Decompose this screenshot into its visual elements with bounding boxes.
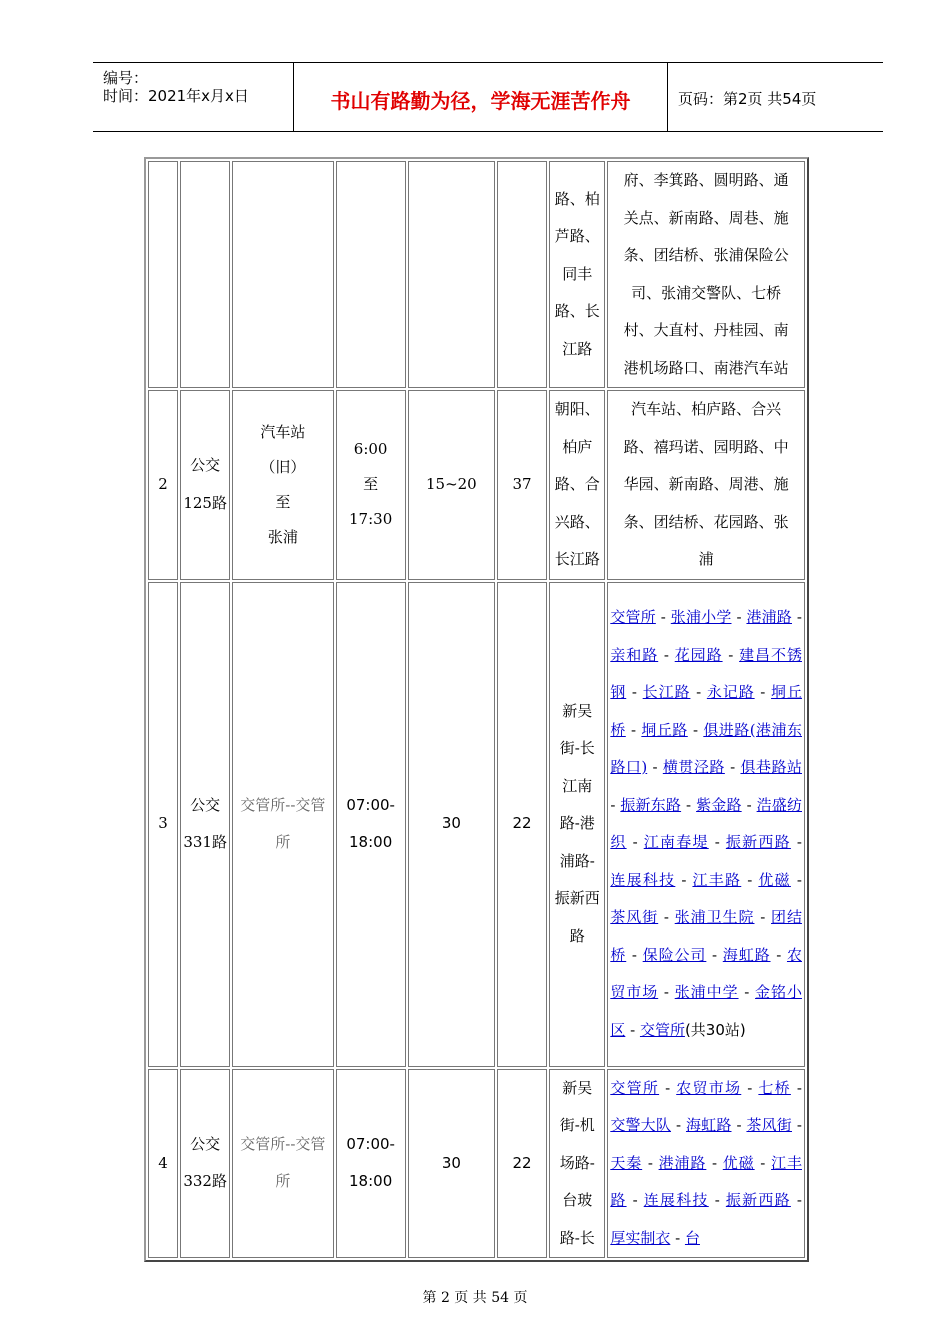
cell-time — [336, 390, 406, 580]
stop-link[interactable]: 港浦路 — [658, 1153, 707, 1172]
cell-no — [148, 161, 178, 388]
stop-separator: - — [754, 683, 772, 701]
text-line: 路、合 — [554, 475, 600, 493]
stop-link[interactable]: 海虹路 — [685, 1116, 732, 1134]
stop-link[interactable]: 永记路 — [706, 683, 755, 701]
cell-route — [549, 161, 605, 388]
text-line: 司、张浦交警队、七桥 — [631, 283, 782, 302]
stop-separator: - — [687, 720, 704, 739]
cell-route — [549, 390, 605, 580]
stop-separator: - — [741, 1078, 759, 1097]
stop-separator: - — [731, 1116, 747, 1134]
stop-link[interactable]: 连展科技 — [643, 1191, 709, 1209]
cell-stops — [607, 1069, 805, 1259]
text-line: 街-长 — [559, 739, 595, 758]
table-row — [148, 161, 805, 388]
stop-separator: - — [675, 870, 693, 889]
time-label: 时间：2021年x月x日 — [103, 87, 249, 105]
cell-route — [549, 1069, 605, 1259]
stop-link[interactable]: 紫金路 — [696, 795, 742, 814]
cell-terminal — [232, 1069, 333, 1259]
stop-link[interactable]: 优磁 — [758, 870, 791, 889]
text-line: 浦路- — [559, 851, 595, 870]
stop-link[interactable]: 江南春堤 — [643, 833, 709, 851]
cell-name — [180, 582, 230, 1067]
stop-separator: - — [626, 833, 644, 851]
cell-stops — [607, 161, 805, 388]
stop-link[interactable]: 海虹路 — [722, 945, 771, 964]
table-row — [148, 1069, 805, 1259]
table-row — [148, 390, 805, 580]
stop-separator: - — [770, 945, 787, 964]
cell-no: 4 — [148, 1069, 178, 1259]
stop-separator: - — [642, 1153, 659, 1172]
stop-separator: - — [655, 608, 671, 626]
stop-separator: - — [724, 758, 741, 776]
stop-separator: - — [790, 1191, 802, 1209]
stop-link[interactable]: 长江路 — [642, 683, 691, 701]
cell-route — [549, 582, 605, 1067]
cell-length — [497, 161, 547, 388]
stop-separator: - — [670, 1228, 685, 1247]
stop-link[interactable]: 振新西路 — [725, 833, 791, 851]
text-line: 路 — [569, 926, 585, 945]
text-line: 江南 — [562, 776, 593, 795]
cell-stops — [607, 390, 805, 580]
text-line: 路、禧玛诺、园明路、中 — [623, 437, 789, 456]
text-line: 华园、新南路、周港、施 — [623, 475, 789, 493]
text-line: 公交 — [190, 1134, 221, 1153]
cell-terminal — [232, 161, 333, 388]
cell-name — [180, 1069, 230, 1259]
stop-link[interactable]: 交警大队 — [610, 1116, 672, 1134]
stop-link[interactable]: 天秦 — [610, 1153, 643, 1172]
cell-name — [180, 390, 230, 580]
stop-separator: - — [626, 683, 643, 701]
stop-separator: - — [722, 645, 740, 664]
text-line: 条、团结桥、花园路、张 — [623, 512, 789, 531]
stop-separator: - — [658, 908, 675, 926]
text-line: 公交 — [190, 795, 221, 814]
cell-terminal — [232, 390, 333, 580]
text-line: 港机场路口、南港汽车站 — [623, 358, 789, 377]
cell-terminal — [232, 582, 333, 1067]
stop-link[interactable]: 厚实制衣 — [610, 1228, 671, 1247]
stop-link[interactable]: 江丰路 — [692, 870, 742, 889]
stop-link[interactable]: 江丰路 — [610, 1153, 802, 1209]
cell-stops — [607, 582, 805, 1067]
stop-separator: - — [690, 683, 707, 701]
text-line: 17:30 — [349, 510, 393, 529]
stop-link[interactable]: 横贯泾路 — [662, 758, 725, 776]
text-line: 江路 — [562, 339, 593, 358]
stop-separator: - — [625, 1020, 640, 1039]
text-line: 332路 — [183, 1172, 227, 1191]
header-meta-cell — [93, 63, 294, 131]
stop-separator: - — [741, 870, 759, 889]
text-line: 所 — [275, 1172, 291, 1191]
text-line: 路、长 — [554, 302, 600, 321]
stop-link[interactable]: 农贸市场 — [676, 1078, 742, 1097]
stop-separator: - — [790, 1078, 802, 1097]
stop-link[interactable]: 垌丘桥 — [610, 683, 802, 739]
stop-link[interactable]: 振新东路 — [620, 795, 682, 814]
stop-link[interactable]: 台 — [684, 1228, 700, 1247]
stop-link[interactable]: 花园路 — [674, 645, 723, 664]
stop-separator: - — [791, 1116, 802, 1134]
text-line: 条、团结桥、张浦保险公 — [623, 246, 789, 264]
text-line: 125路 — [183, 493, 227, 512]
text-line: 6:00 — [353, 440, 388, 459]
stop-link[interactable]: 交管所 — [610, 608, 656, 626]
text-line: 场路- — [559, 1153, 595, 1172]
text-line: 07:00- — [346, 1134, 395, 1153]
text-line: 府、李箕路、圆明路、通 — [623, 171, 789, 189]
cell-no: 2 — [148, 390, 178, 580]
page-info: 页码：第2页 共54页 — [678, 90, 817, 108]
stop-link[interactable]: 浩盛纺织 — [610, 795, 802, 851]
stop-separator: - — [681, 795, 697, 814]
text-line: 至 — [363, 475, 379, 494]
stop-separator: - — [671, 1116, 686, 1134]
stop-link[interactable]: 张浦中学 — [674, 983, 739, 1001]
stop-separator: - — [626, 1191, 644, 1209]
text-line: 同丰 — [562, 264, 593, 283]
stop-link[interactable]: 农贸市场 — [610, 945, 802, 1001]
cell-no: 3 — [148, 582, 178, 1067]
cell-time — [336, 1069, 406, 1259]
stop-link[interactable]: 茶风街 — [746, 1116, 792, 1134]
text-line: 汽车站、柏庐路、合兴 — [631, 400, 782, 418]
text-line: 芦路、 — [554, 227, 600, 246]
cell-name — [180, 161, 230, 388]
stop-separator: - — [658, 645, 675, 664]
text-line: 新吴 — [562, 1078, 593, 1097]
stop-link[interactable]: 建昌不锈钢 — [610, 645, 802, 701]
text-line: 路-长 — [559, 1228, 595, 1247]
stop-separator: - — [790, 870, 802, 889]
cell-length: 37 — [497, 390, 547, 580]
text-line: 浦 — [698, 550, 714, 568]
cell-interval: 30 — [408, 1069, 495, 1259]
text-line: 至 — [275, 492, 291, 511]
header-motto-cell — [294, 63, 668, 131]
stop-link[interactable]: 金铭小区 — [610, 983, 802, 1039]
text-line: 路-港 — [559, 814, 595, 833]
text-line: 街-机 — [559, 1116, 595, 1134]
cell-interval: 30 — [408, 582, 495, 1067]
stop-link[interactable]: 交管所 — [639, 1020, 685, 1039]
stop-link[interactable]: 连展科技 — [610, 870, 676, 889]
text-line: 汽车站 — [260, 422, 306, 441]
cell-interval — [408, 161, 495, 388]
stop-separator: - — [708, 1191, 726, 1209]
stop-link[interactable]: 亲和路 — [610, 645, 659, 664]
stop-link[interactable]: 振新西路 — [725, 1191, 791, 1209]
stop-link[interactable]: 张浦卫生院 — [674, 908, 755, 926]
stop-separator: - — [754, 1153, 772, 1172]
stop-separator: - — [706, 945, 723, 964]
cell-length: 22 — [497, 582, 547, 1067]
stop-link[interactable]: 张浦小学 — [670, 608, 732, 626]
stops-total: (共30站) — [684, 1020, 746, 1039]
document-header — [93, 62, 883, 132]
stop-separator: - — [731, 608, 747, 626]
text-line: 交管所--交管 — [240, 795, 326, 814]
cell-length: 22 — [497, 1069, 547, 1259]
stop-separator: - — [754, 908, 771, 926]
text-line: 村、大直村、丹桂园、南 — [623, 321, 789, 339]
text-line: 交管所--交管 — [240, 1134, 326, 1153]
text-line: 路、柏 — [554, 189, 600, 208]
stop-link[interactable]: 俱进路(港浦东路口) — [610, 720, 802, 776]
stop-separator: - — [706, 1153, 723, 1172]
stop-link[interactable]: 垌丘路 — [641, 720, 688, 739]
text-line: （旧） — [260, 457, 306, 476]
text-line: 张浦 — [267, 527, 298, 546]
stop-separator: - — [791, 608, 802, 626]
stop-link[interactable]: 俱巷路站 — [740, 758, 802, 776]
bus-route-table — [144, 157, 809, 1262]
stop-link[interactable]: 团结桥 — [610, 908, 802, 964]
stop-link[interactable]: 七桥 — [758, 1078, 791, 1097]
text-line: 柏庐 — [562, 437, 593, 456]
text-line: 18:00 — [349, 833, 393, 851]
text-line: 兴路、 — [554, 512, 600, 531]
stop-separator: - — [790, 833, 802, 851]
stop-link[interactable]: 茶风街 — [610, 908, 659, 926]
stop-separator: - — [738, 983, 756, 1001]
stop-link[interactable]: 保险公司 — [642, 945, 707, 964]
text-line: 台玻 — [562, 1191, 593, 1209]
cell-time — [336, 582, 406, 1067]
stop-separator: - — [625, 720, 642, 739]
text-line: 长江路 — [554, 550, 600, 568]
table-row — [148, 582, 805, 1067]
text-line: 公交 — [190, 456, 221, 475]
stop-separator: - — [659, 1078, 677, 1097]
text-line: 07:00- — [346, 795, 395, 814]
cell-interval: 15~20 — [408, 390, 495, 580]
text-line: 朝阳、 — [554, 400, 600, 418]
text-line: 331路 — [183, 833, 227, 851]
stop-link[interactable]: 交管所 — [610, 1078, 660, 1097]
cell-time — [336, 161, 406, 388]
stop-separator: - — [708, 833, 726, 851]
header-page-cell — [668, 63, 883, 131]
page-footer: 第 2 页 共 54 页 — [422, 1290, 528, 1306]
number-label: 编号： — [103, 69, 149, 87]
text-line: 所 — [275, 833, 291, 851]
stop-separator: - — [658, 983, 675, 1001]
stop-separator: - — [626, 945, 643, 964]
text-line: 新吴 — [562, 701, 593, 720]
stop-separator: - — [610, 795, 621, 814]
motto: 书山有路勤为径，学海无涯苦作舟 — [330, 89, 631, 113]
text-line: 18:00 — [349, 1172, 393, 1191]
stop-separator: - — [741, 795, 757, 814]
stop-link[interactable]: 港浦路 — [746, 608, 792, 626]
text-line: 振新西 — [554, 889, 600, 908]
stop-separator: - — [647, 758, 663, 776]
stop-link[interactable]: 优磁 — [722, 1153, 755, 1172]
text-line: 关点、新南路、周巷、施 — [623, 208, 789, 227]
